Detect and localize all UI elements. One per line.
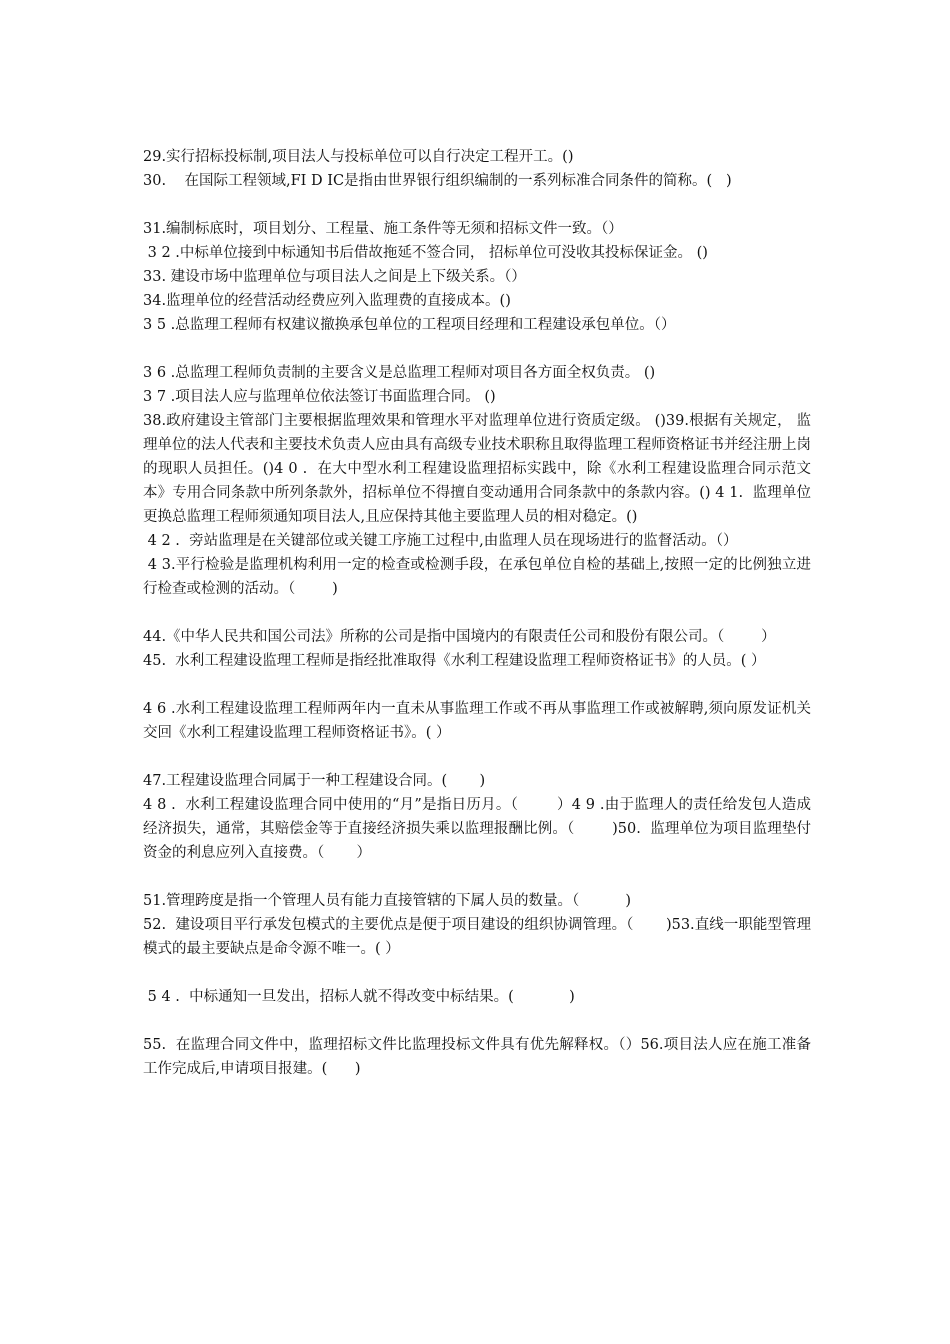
question-54: 5 4 . 中标通知一旦发出，招标人就不得改变中标结果。( ) (143, 989, 575, 1005)
paragraph-gap (143, 601, 811, 625)
question-51: 51.管理跨度是指一个管理人员有能力直接管辖的下属人员的数量。（ ) (143, 893, 636, 909)
question-35: 3 5 .总监理工程师有权建议撤换承包单位的工程项目经理和工程建设承包单位。（） (143, 317, 676, 333)
question-33: 33. 建设市场中监理单位与项目法人之间是上下级关系。（） (143, 269, 526, 285)
questions-55-56: 55. 在监理合同文件中，监理招标文件比监理投标文件具有优先解释权。（）56.项目法人应在施工准备工作完成后,申请项目报建。( ) (143, 1037, 811, 1077)
question-42: 4 2 . 旁站监理是在关键部位或关键工序施工过程中,由监理人员在现场进行的监督活动。（） (143, 533, 738, 549)
questions-38-41: 38.政府建设主管部门主要根据监理效果和管理水平对监理单位进行资质定级。 ()39.根据有关规定， 监理单位的法人代表和主要技术负责人应由具有高级专业技术职称且取得监理工程师资格证书并经注册上岗的现职人员担任。()4 0 . 在大中型水利工程建设监理招标实践中，除《水利工程建设监理合同示范文本》专用合同条款中所列条款外，招标单位不得擅自变动通用合同条款中的条款内容。() 4 1. 监理单位更换总监理工程师须通知项目法人,且应保持其他主要监理人员的相对稳定。() (143, 413, 811, 525)
question-45: 45. 水利工程建设监理工程师是指经批准取得《水利工程建设监理工程师资格证书》的人员。( ） (143, 653, 766, 669)
paragraph-gap (143, 745, 811, 769)
question-32: 3 2 .中标单位接到中标通知书后借故拖延不签合同， 招标单位可没收其投标保证金。 () (143, 245, 708, 261)
paragraph-gap (143, 961, 811, 985)
paragraph-gap (143, 1009, 811, 1033)
questions-52-53: 52. 建设项目平行承发包模式的主要优点是便于项目建设的组织协调管理。（ )53.直线一职能型管理模式的最主要缺点是命令源不唯一。( ） (143, 917, 811, 957)
question-30: 30. 在国际工程领域,FI D IC是指由世界银行组织编制的一系列标准合同条件的简称。( ) (143, 173, 732, 189)
question-43: 4 3.平行检验是监理机构利用一定的检查或检测手段，在承包单位自检的基础上,按照一定的比例独立进行检查或检测的活动。（ ) (143, 557, 811, 597)
paragraph-gap (143, 337, 811, 361)
document-body (143, 145, 811, 1081)
question-29: 29.实行招标投标制,项目法人与投标单位可以自行决定工程开工。() (143, 149, 579, 165)
question-44: 44.《中华人民共和国公司法》所称的公司是指中国境内的有限责任公司和股份有限公司。（ ） (143, 629, 776, 645)
paragraph-gap (143, 673, 811, 697)
question-47: 47.工程建设监理合同属于一种工程建设合同。( ) (143, 773, 490, 789)
question-34: 34.监理单位的经营活动经费应列入监理费的直接成本。() (143, 293, 511, 309)
question-31: 31.编制标底时，项目划分、工程量、施工条件等无须和招标文件一致。（） (143, 221, 623, 237)
paragraph-gap (143, 865, 811, 889)
line-gap (143, 193, 811, 217)
questions-48-50: 4 8 . 水利工程建设监理合同中使用的“月”是指日历月。（ ）4 9 .由于监理人的责任给发包人造成经济损失，通常，其赔偿金等于直接经济损失乘以监理报酬比例。（ )50. 监理单位为项目监理垫付资金的利息应列入直接费。（ ） (143, 797, 811, 861)
question-46: 4 6 .水利工程建设监理工程师两年内一直未从事监理工作或不再从事监理工作或被解聘,须向原发证机关交回《水利工程建设监理工程师资格证书》。( ） (143, 701, 811, 741)
question-36: 3 6 .总监理工程师负责制的主要含义是总监理工程师对项目各方面全权负责。 () (143, 365, 656, 381)
question-37: 3 7 .项目法人应与监理单位依法签订书面监理合同。 () (143, 389, 496, 405)
